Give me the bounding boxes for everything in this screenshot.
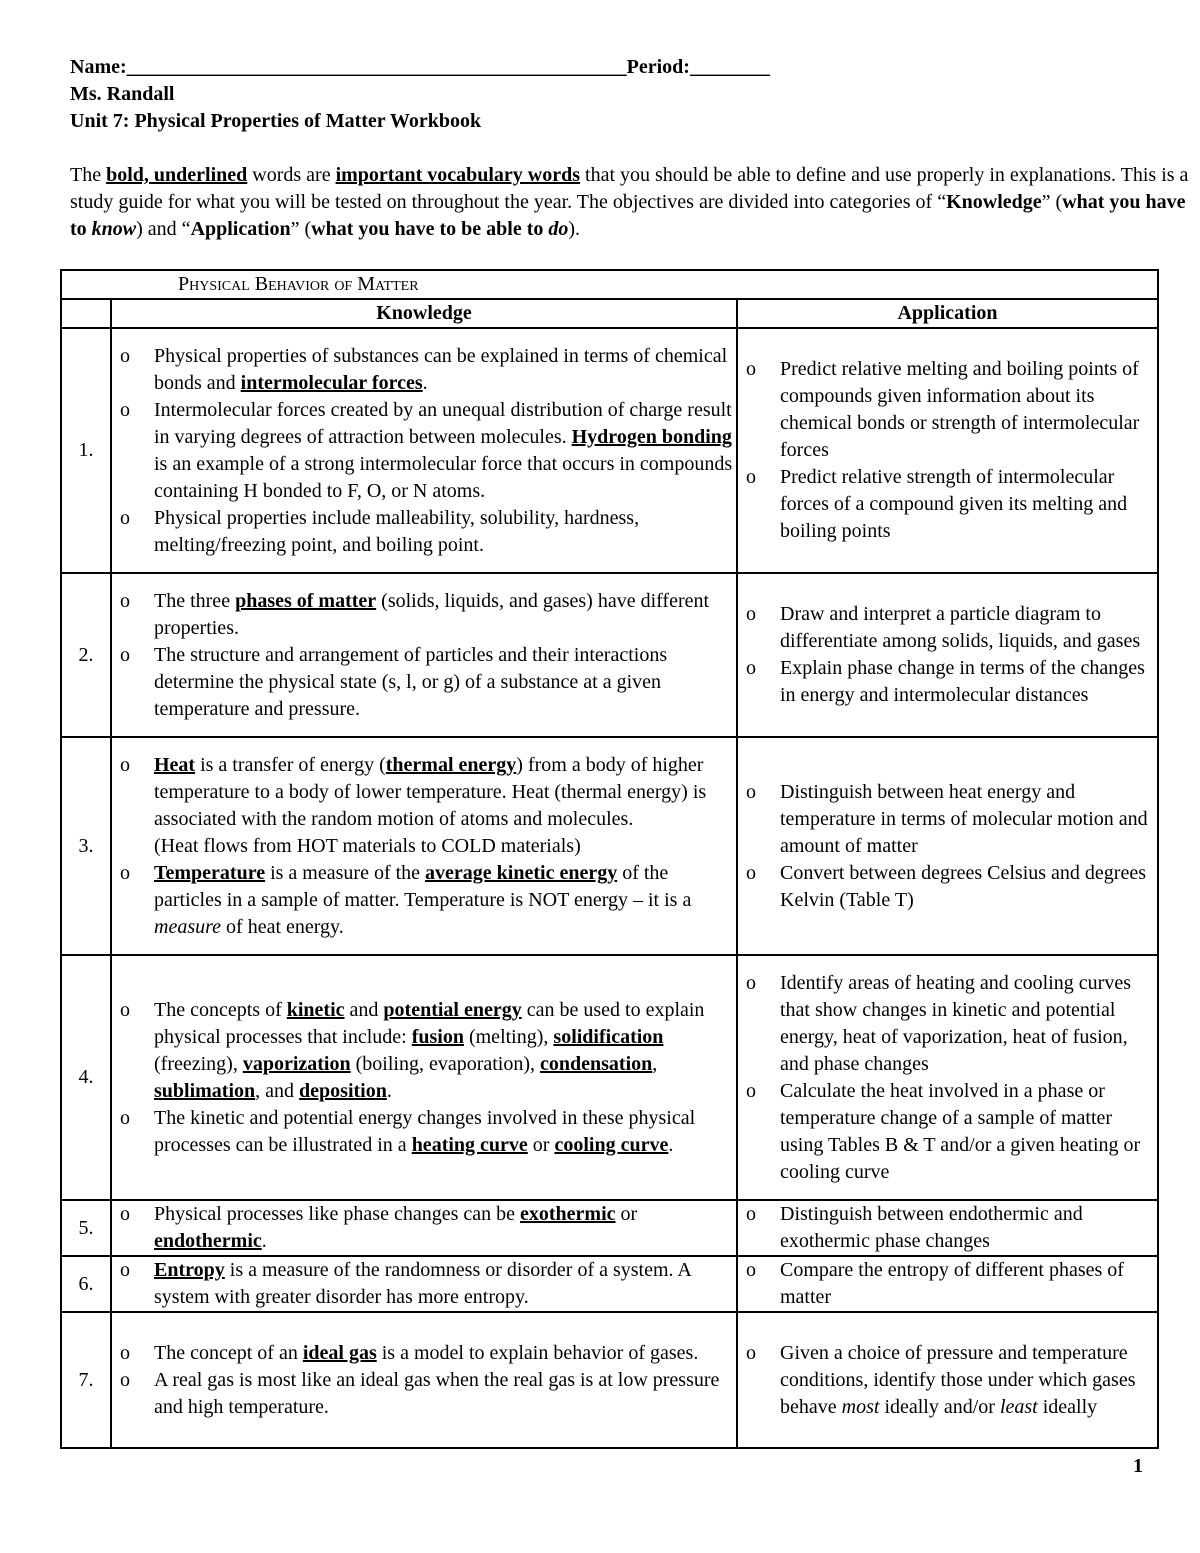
vocab-term: potential energy <box>383 998 522 1021</box>
number-header <box>61 299 111 328</box>
row-number: 1. <box>61 328 111 573</box>
list-item: o Draw and interpret a particle diagram to differentiate among solids, liquids, and gases <box>738 601 1157 655</box>
list-item: o Convert between degrees Celsius and degrees Kelvin (Table T) <box>738 860 1157 914</box>
page-number: 1 <box>1133 1455 1143 1477</box>
knowledge-cell <box>111 737 737 955</box>
vocab-term: fusion <box>411 1025 464 1048</box>
knowledge-cell <box>111 573 737 737</box>
list-item: o The kinetic and potential energy changes involved in these physical processes can be illustrated in a heating curve or cooling curve. <box>112 1105 736 1159</box>
list-item: o The concept of an ideal gas is a model to explain behavior of gases. <box>112 1340 736 1367</box>
vocab-term: deposition <box>299 1079 387 1102</box>
name-period-line <box>70 54 1190 81</box>
application-cell <box>737 955 1158 1200</box>
table-row <box>61 573 1158 737</box>
vocab-term: phases of matter <box>235 589 377 612</box>
application-cell <box>737 1256 1158 1312</box>
vocab-term: important vocabulary words <box>335 164 581 186</box>
knowledge-cell <box>111 1312 737 1448</box>
table-row <box>61 737 1158 955</box>
list-item: o Physical properties of substances can be explained in terms of chemical bonds and intermolecular forces. <box>112 343 736 397</box>
list-item: o Distinguish between endothermic and exothermic phase changes <box>738 1201 1157 1255</box>
name-label: Name: <box>70 56 127 78</box>
row-number: 7. <box>61 1312 111 1448</box>
vocab-term: cooling curve <box>554 1133 669 1156</box>
application-cell <box>737 573 1158 737</box>
application-header: Application <box>737 299 1158 328</box>
row-number: 4. <box>61 955 111 1200</box>
vocab-term: exothermic <box>520 1203 616 1225</box>
vocab-term: Entropy <box>154 1259 225 1281</box>
list-item: o The structure and arrangement of particles and their interactions determine the physical state (s, l, or g) of a substance at a given temperature and pressure. <box>112 642 736 723</box>
period-label: Period: <box>626 56 690 78</box>
list-item: o Temperature is a measure of the average kinetic energy of the particles in a sample of matter. Temperature is NOT energy – it is a measure of heat energy. <box>112 860 736 941</box>
list-item: o Physical processes like phase changes can be exothermic or endothermic. <box>112 1201 736 1255</box>
row-number: 3. <box>61 737 111 955</box>
table-row <box>61 1312 1158 1448</box>
table-row <box>61 955 1158 1200</box>
vocab-term: kinetic <box>286 998 345 1021</box>
teacher-name: Ms. Randall <box>70 83 175 105</box>
table-title-row <box>61 270 1158 299</box>
vocab-term: endothermic <box>154 1230 262 1252</box>
list-item: o The three phases of matter (solids, liquids, and gases) have different properties. <box>112 588 736 642</box>
list-item: o Predict relative strength of intermolecular forces of a compound given its melting and boiling points <box>738 464 1157 545</box>
vocab-term: bold, underlined <box>106 164 248 186</box>
vocab-term: heating curve <box>411 1133 528 1156</box>
list-item: o The concepts of kinetic and potential energy can be used to explain physical processes that include: fusion (melting), solidification (freezing), vaporization (boiling, evaporation), condensation, sublimation, and deposition. <box>112 997 736 1105</box>
name-blank: __________________________________________________ <box>126 56 627 78</box>
vocab-term: ideal gas <box>302 1341 377 1364</box>
vocab-term: thermal energy <box>385 753 517 776</box>
vocab-term: solidification <box>553 1025 664 1048</box>
vocab-term: Temperature <box>154 861 266 884</box>
vocab-term: intermolecular forces <box>240 371 423 394</box>
application-cell <box>737 1312 1158 1448</box>
list-item: o A real gas is most like an ideal gas when the real gas is at low pressure and high temperature. <box>112 1367 736 1421</box>
knowledge-cell <box>111 1200 737 1256</box>
unit-title: Unit 7: Physical Properties of Matter Workbook <box>70 110 482 132</box>
row-number: 5. <box>61 1200 111 1256</box>
vocab-term: sublimation <box>154 1079 256 1102</box>
application-cell <box>737 328 1158 573</box>
period-blank: ________ <box>689 56 770 78</box>
table-row <box>61 1200 1158 1256</box>
page-header <box>70 54 1190 243</box>
list-item: o Physical properties include malleability, solubility, hardness, melting/freezing point, and boiling point. <box>112 505 736 559</box>
vocab-term: condensation <box>540 1052 653 1075</box>
intro-paragraph: The bold, underlined words are important vocabulary words that you should be able to define and use properly in explanations. This is a study guide for what you will be tested on throughout the year. The objectives are divided into categories of “Knowledge” (what you have to know) and “Application” (what you have to be able to do). <box>70 164 1189 240</box>
vocab-term: Heat <box>154 753 196 776</box>
application-cell <box>737 1200 1158 1256</box>
list-item: o Identify areas of heating and cooling curves that show changes in kinetic and potential energy, heat of vaporization, heat of fusion, and phase changes <box>738 970 1157 1078</box>
list-item: o Predict relative melting and boiling points of compounds given information about its chemical bonds or strength of intermolecular forces <box>738 356 1157 464</box>
knowledge-cell <box>111 955 737 1200</box>
row-number: 2. <box>61 573 111 737</box>
list-item: o Heat is a transfer of energy (thermal energy) from a body of higher temperature to a body of lower temperature. Heat (thermal energy) is associated with the random motion of atoms and molecules. (Heat flows from HOT materials to COLD materials) <box>112 752 736 860</box>
knowledge-cell <box>111 1256 737 1312</box>
list-item: o Intermolecular forces created by an unequal distribution of charge result in varying degrees of attraction between molecules. Hydrogen bonding is an example of a strong intermolecular force that occurs in compounds containing H bonded to F, O, or N atoms. <box>112 397 736 505</box>
table-title: Physical Behavior of Matter <box>61 270 1158 299</box>
list-item: o Entropy is a measure of the randomness or disorder of a system. A system with greater disorder has more entropy. <box>112 1257 736 1311</box>
list-item: o Compare the entropy of different phases of matter <box>738 1257 1157 1311</box>
row-number: 6. <box>61 1256 111 1312</box>
knowledge-header: Knowledge <box>111 299 737 328</box>
list-item: o Explain phase change in terms of the changes in energy and intermolecular distances <box>738 655 1157 709</box>
table-row <box>61 1256 1158 1312</box>
application-cell <box>737 737 1158 955</box>
objectives-table <box>60 269 1159 1449</box>
knowledge-cell <box>111 328 737 573</box>
column-header-row <box>61 299 1158 328</box>
vocab-term: average kinetic energy <box>425 861 618 884</box>
list-item: o Calculate the heat involved in a phase or temperature change of a sample of matter using Tables B & T and/or a given heating or cooling curve <box>738 1078 1157 1186</box>
table-row <box>61 328 1158 573</box>
vocab-term: Hydrogen bonding <box>571 425 732 448</box>
vocab-term: vaporization <box>242 1052 351 1075</box>
list-item: o Distinguish between heat energy and temperature in terms of molecular motion and amount of matter <box>738 779 1157 860</box>
list-item: o Given a choice of pressure and temperature conditions, identify those under which gases behave most ideally and/or least ideally <box>738 1340 1157 1421</box>
